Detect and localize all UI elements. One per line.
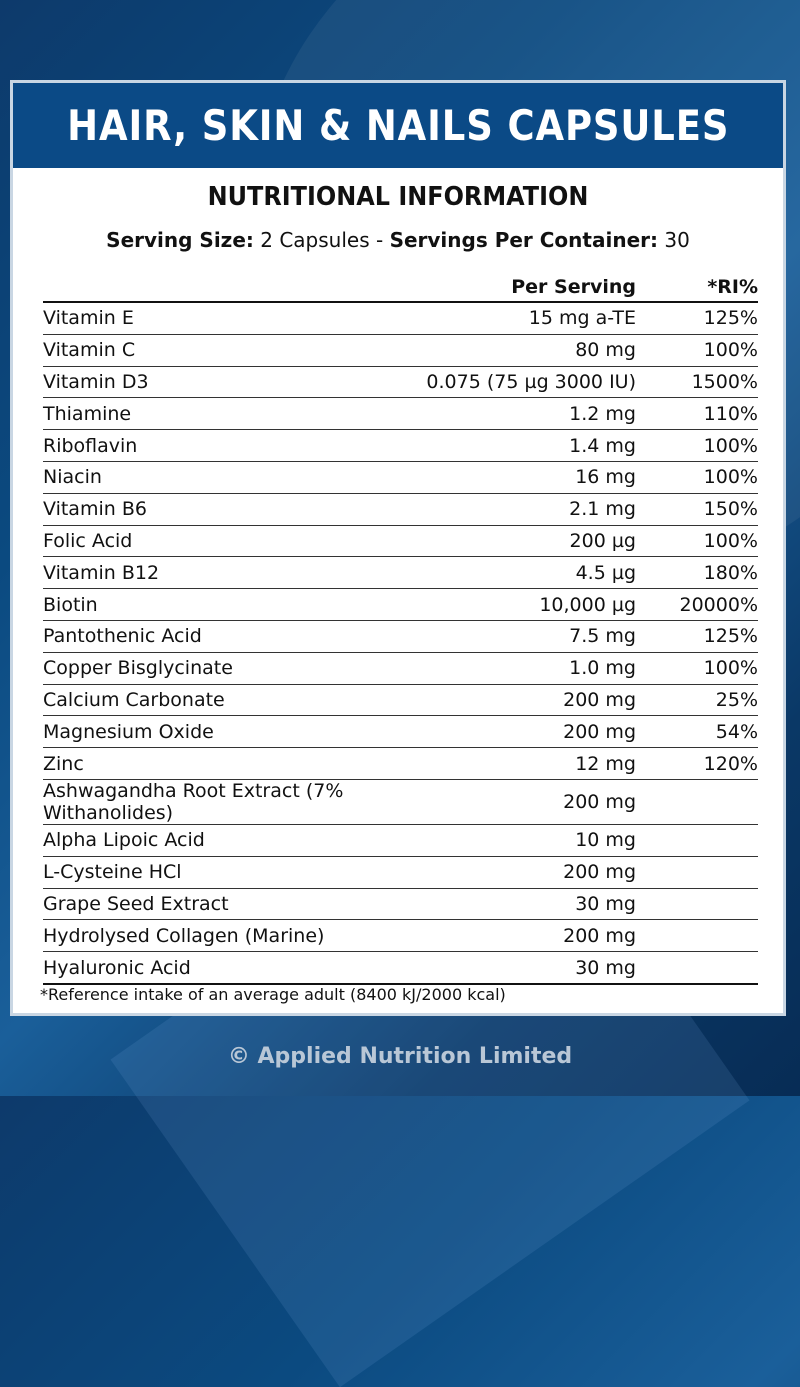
table-row [43, 824, 758, 856]
section-heading: NUTRITIONAL INFORMATION [207, 182, 589, 212]
nutrient-name: Vitamin D3 [43, 366, 406, 398]
table-row [43, 398, 758, 430]
ri-value [636, 920, 758, 952]
header-nutrient [43, 273, 406, 302]
per-serving-value: 12 mg [406, 748, 636, 780]
ri-value: 110% [636, 398, 758, 430]
table-row [43, 920, 758, 952]
serving-info [13, 228, 783, 252]
nutrient-name: Zinc [43, 748, 406, 780]
ri-value: 120% [636, 748, 758, 780]
per-serving-value: 16 mg [406, 461, 636, 493]
ri-value: 25% [636, 684, 758, 716]
ri-value: 150% [636, 493, 758, 525]
ri-value: 100% [636, 334, 758, 366]
nutrient-name: Biotin [43, 589, 406, 621]
ri-value [636, 888, 758, 920]
per-serving-value: 10 mg [406, 824, 636, 856]
table-row [43, 620, 758, 652]
nutrient-name: Ashwagandha Root Extract (7% Withanolides) [43, 779, 406, 824]
per-serving-value: 15 mg a-TE [406, 302, 636, 334]
nutrient-name: Vitamin C [43, 334, 406, 366]
ri-value: 100% [636, 461, 758, 493]
ri-value: 100% [636, 430, 758, 462]
product-title: HAIR, SKIN & NAILS CAPSULES [66, 101, 730, 150]
ri-value: 100% [636, 652, 758, 684]
table-row [43, 888, 758, 920]
per-serving-value: 1.0 mg [406, 652, 636, 684]
header-ri: *RI% [636, 273, 758, 302]
nutrient-name: Vitamin B6 [43, 493, 406, 525]
table-row [43, 652, 758, 684]
table-row [43, 525, 758, 557]
per-serving-value: 4.5 µg [406, 557, 636, 589]
nutrient-name: Hyaluronic Acid [43, 952, 406, 984]
ri-value: 125% [636, 302, 758, 334]
serving-size-label: Serving Size: [106, 228, 254, 252]
per-serving-value: 10,000 µg [406, 589, 636, 621]
ri-value: 54% [636, 716, 758, 748]
nutrient-name: Vitamin E [43, 302, 406, 334]
table-row [43, 952, 758, 984]
table-row [43, 748, 758, 780]
title-bar [13, 83, 783, 168]
per-serving-value: 30 mg [406, 952, 636, 984]
per-serving-value: 200 µg [406, 525, 636, 557]
ri-value [636, 856, 758, 888]
nutrient-name: Hydrolysed Collagen (Marine) [43, 920, 406, 952]
ri-value: 180% [636, 557, 758, 589]
table-row [43, 493, 758, 525]
per-serving-value: 200 mg [406, 920, 636, 952]
ri-value: 20000% [636, 589, 758, 621]
table-row [43, 334, 758, 366]
nutrient-name: Magnesium Oxide [43, 716, 406, 748]
per-serving-value: 200 mg [406, 684, 636, 716]
nutrition-label-card [10, 80, 786, 1016]
header-per-serving: Per Serving [406, 273, 636, 302]
nutrient-name: L-Cysteine HCl [43, 856, 406, 888]
per-serving-value: 2.1 mg [406, 493, 636, 525]
ri-value: 1500% [636, 366, 758, 398]
table-row [43, 779, 758, 824]
nutrient-name: Thiamine [43, 398, 406, 430]
per-serving-value: 200 mg [406, 779, 636, 824]
nutrient-name: Grape Seed Extract [43, 888, 406, 920]
copyright-notice: © Applied Nutrition Limited [227, 1044, 573, 1069]
nutrient-name: Niacin [43, 461, 406, 493]
servings-per-container-label: Servings Per Container: [389, 228, 658, 252]
ri-value [636, 779, 758, 824]
table-row [43, 684, 758, 716]
ri-value [636, 824, 758, 856]
table-row [43, 461, 758, 493]
table-row [43, 716, 758, 748]
per-serving-value: 1.2 mg [406, 398, 636, 430]
per-serving-value: 80 mg [406, 334, 636, 366]
table-row [43, 589, 758, 621]
table-row [43, 430, 758, 462]
table-row [43, 366, 758, 398]
nutrient-name: Folic Acid [43, 525, 406, 557]
table-row [43, 856, 758, 888]
table-header-row [43, 273, 758, 302]
nutrient-name: Alpha Lipoic Acid [43, 824, 406, 856]
ri-value [636, 952, 758, 984]
per-serving-value: 30 mg [406, 888, 636, 920]
per-serving-value: 0.075 (75 µg 3000 IU) [406, 366, 636, 398]
nutrient-name: Riboflavin [43, 430, 406, 462]
per-serving-value: 200 mg [406, 856, 636, 888]
per-serving-value: 7.5 mg [406, 620, 636, 652]
nutrient-name: Copper Bisglycinate [43, 652, 406, 684]
per-serving-value: 200 mg [406, 716, 636, 748]
nutrition-table [43, 273, 758, 985]
serving-size-value: 2 Capsules - [260, 228, 384, 252]
nutrient-name: Vitamin B12 [43, 557, 406, 589]
table-row [43, 302, 758, 334]
per-serving-value: 1.4 mg [406, 430, 636, 462]
footnote: *Reference intake of an average adult (8400 kJ/2000 kcal) [40, 985, 506, 1004]
ri-value: 100% [636, 525, 758, 557]
table-row [43, 557, 758, 589]
nutrient-name: Pantothenic Acid [43, 620, 406, 652]
servings-per-container-value: 30 [664, 228, 690, 252]
ri-value: 125% [636, 620, 758, 652]
nutrient-name: Calcium Carbonate [43, 684, 406, 716]
